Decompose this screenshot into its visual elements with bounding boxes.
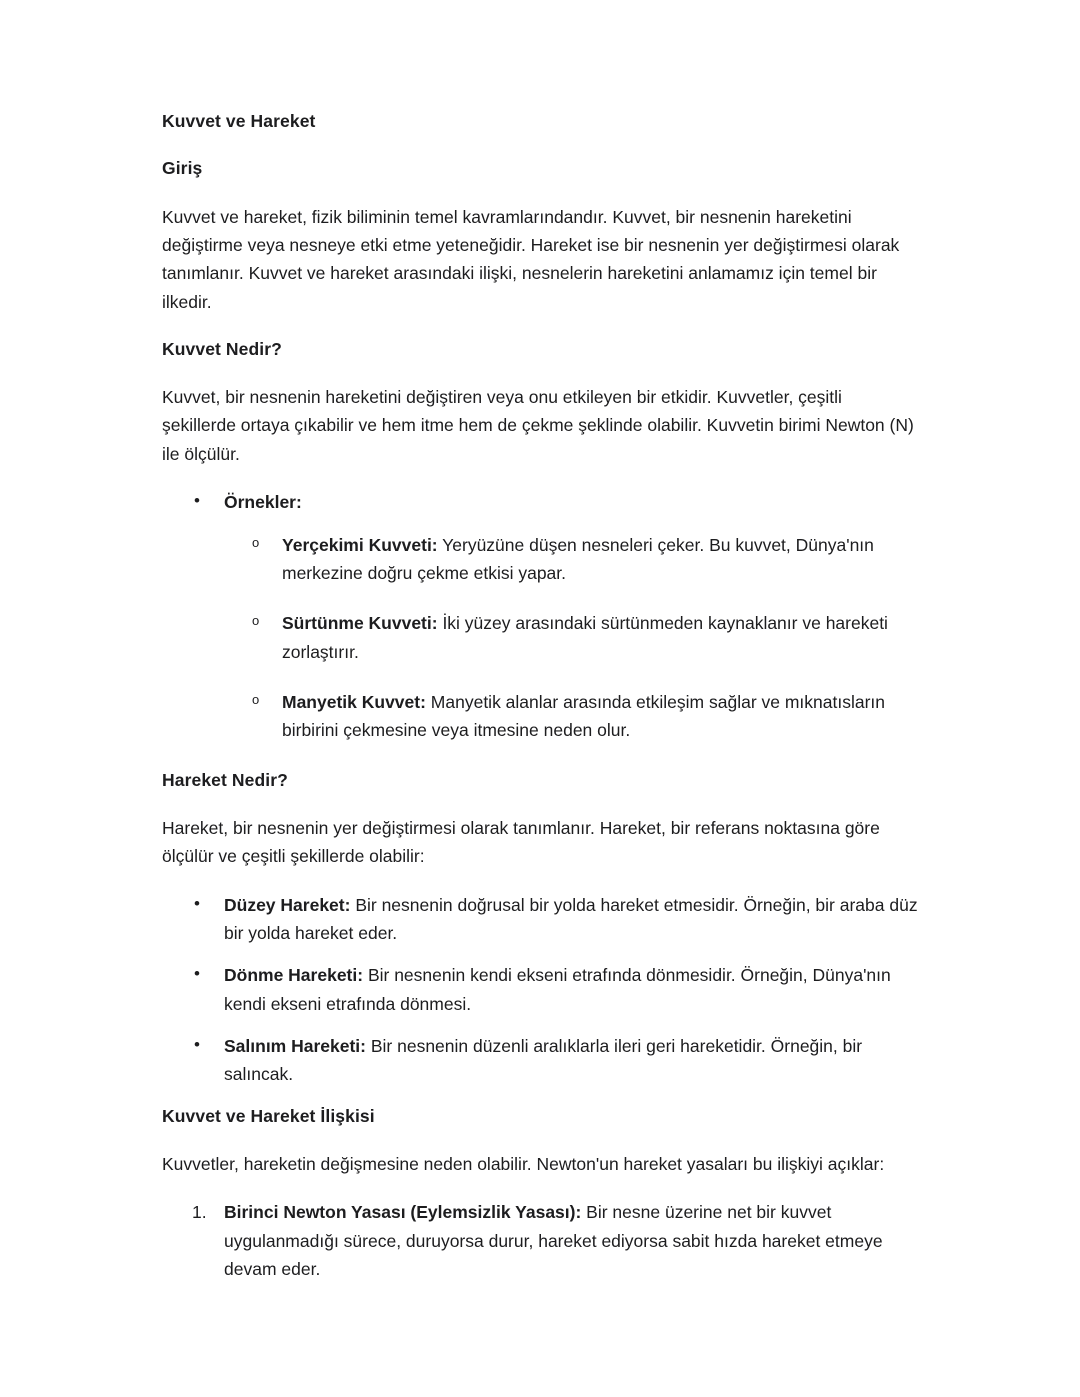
list-item — [224, 531, 920, 588]
examples-list — [162, 488, 920, 744]
term-text: Bir nesnenin kendi ekseni etrafında dönmesidir. Örneğin, Dünya'nın kendi ekseni etrafında dönmesi. — [224, 965, 891, 1014]
list-item — [162, 961, 920, 1018]
section-heading-iliski: Kuvvet ve Hareket İlişkisi — [162, 1105, 375, 1126]
section-paragraph-giris: Kuvvet ve hareket, fizik biliminin temel kavramlarındandır. Kuvvet, bir nesnenin hareketini değiştirme veya nesneye etki etme yeteneğidir. Hareket ise bir nesnenin yer değiştirmesi olarak tanımlanır. Kuvvet ve hareket arasındaki ilişki, nesnelerin hareketini anlamamız için temel bir ilkedir. — [162, 206, 900, 312]
term-text: Manyetik alanlar arasında etkileşim sağlar ve mıknatısların birbirini çekmesine veya itmesine neden olur. — [282, 691, 886, 741]
hareket-list — [162, 891, 920, 1089]
list-number: 1. — [192, 1202, 207, 1223]
bullet-icon: • — [194, 964, 200, 984]
term-text: Bir nesne üzerine net bir kuvvet uygulanmadığı sürece, duruyorsa durur, hareket ediyorsa sabit hızda hareket etmeye devam eder. — [224, 1202, 883, 1279]
term-text: Bir nesnenin düzenli aralıklarla ileri geri hareketidir. Örneğin, bir salıncak. — [224, 1035, 863, 1085]
document-body — [162, 108, 920, 1283]
list-item — [162, 891, 920, 948]
list-item — [162, 488, 920, 744]
newton-laws-list — [162, 1198, 920, 1283]
term-label: Sürtünme Kuvveti: — [282, 613, 438, 634]
document-title: Kuvvet ve Hareket — [162, 111, 316, 131]
sub-bullet-icon: o — [252, 534, 260, 550]
list-item — [224, 609, 920, 666]
term-text: İki yüzey arasındaki sürtünmeden kaynaklanır ve hareketi zorlaştırır. — [282, 613, 888, 662]
list-item — [224, 688, 920, 745]
term-label: Dönme Hareketi: — [224, 965, 364, 986]
list-item — [162, 1198, 920, 1283]
bullet-icon: • — [194, 491, 200, 511]
section-paragraph-hareket-nedir: Hareket, bir nesnenin yer değiştirmesi olarak tanımlanır. Hareket, bir referans noktasına göre ölçülür ve çeşitli şekillerde olabilir: — [162, 817, 880, 867]
section-heading-kuvvet-nedir: Kuvvet Nedir? — [162, 338, 282, 359]
section-heading-hareket-nedir: Hareket Nedir? — [162, 769, 288, 790]
sub-bullet-icon: o — [252, 691, 260, 707]
sub-bullet-icon: o — [252, 613, 260, 629]
term-text: Bir nesnenin doğrusal bir yolda hareket etmesidir. Örneğin, bir araba düz bir yolda hareket eder. — [224, 894, 918, 943]
term-label: Salınım Hareketi: — [224, 1035, 366, 1056]
examples-sublist — [224, 531, 920, 745]
section-paragraph-kuvvet-nedir: Kuvvet, bir nesnenin hareketini değiştiren veya onu etkileyen bir etkidir. Kuvvetler, çeşitli şekillerde ortaya çıkabilir ve hem itme hem de çekme şeklinde olabilir. Kuvvetin birimi Newton (N) ile ölçülür. — [162, 387, 914, 464]
bullet-icon: • — [194, 1034, 200, 1054]
list-item — [162, 1032, 920, 1089]
bullet-icon: • — [194, 893, 200, 913]
term-label: Manyetik Kuvvet: — [282, 691, 426, 712]
term-text: Yeryüzüne düşen nesneleri çeker. Bu kuvvet, Dünya'nın merkezine doğru çekme etkisi yapar. — [282, 534, 874, 583]
section-paragraph-iliski: Kuvvetler, hareketin değişmesine neden olabilir. Newton'un hareket yasaları bu ilişkiyi açıklar: — [162, 1153, 885, 1174]
examples-label: Örnekler: — [224, 492, 302, 513]
term-label: Birinci Newton Yasası (Eylemsizlik Yasası): — [224, 1202, 582, 1223]
term-label: Yerçekimi Kuvveti: — [282, 534, 438, 555]
term-label: Düzey Hareket: — [224, 894, 351, 915]
section-heading-giris: Giriş — [162, 158, 203, 179]
